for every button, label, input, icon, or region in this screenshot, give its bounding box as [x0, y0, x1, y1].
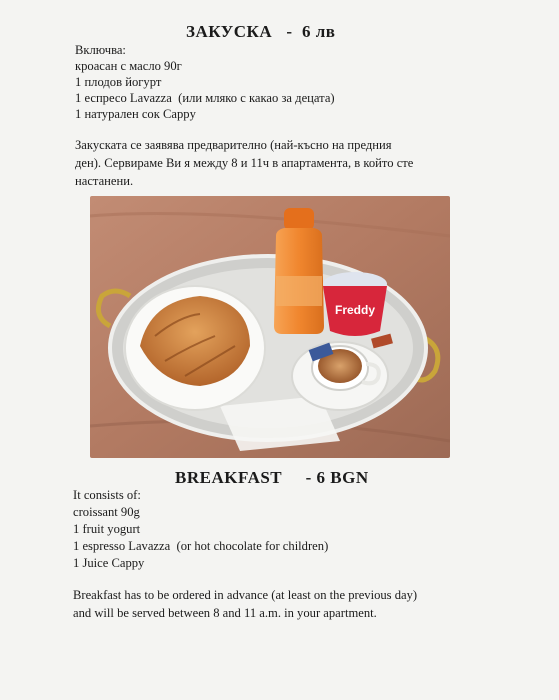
bg-item: 1 еспресо Lavazza (или мляко с какао за децата)	[75, 91, 335, 105]
en-title: BREAKFAST - 6 BGN	[175, 468, 369, 487]
en-item: 1 Juice Cappy	[73, 556, 145, 570]
en-note-line: Breakfast has to be ordered in advance (at least on the previous day)	[73, 588, 418, 602]
bg-item: 1 плодов йогурт	[75, 75, 162, 89]
bg-title: ЗАКУСКА - 6 лв	[186, 22, 336, 41]
bg-note-line: Закуската се заявява предварително (най-късно на предния	[75, 138, 392, 152]
en-includes-label: It consists of:	[73, 488, 141, 502]
bg-note-line: ден). Сервираме Ви я между 8 и 11ч в апартамента, в който сте	[75, 156, 414, 170]
en-item: croissant 90g	[73, 505, 140, 519]
en-item: 1 fruit yogurt	[73, 522, 141, 536]
yogurt-cup	[323, 272, 387, 336]
bg-item: кроасан с масло 90г	[75, 59, 182, 73]
bg-item: 1 натурален сок Cappy	[75, 107, 196, 121]
yogurt-brand-label: Freddy	[334, 303, 376, 317]
bg-includes-label: Включва:	[75, 43, 126, 57]
bg-note-line: настанени.	[75, 174, 134, 188]
en-item: 1 espresso Lavazza (or hot chocolate for children)	[73, 539, 329, 553]
breakfast-photo	[90, 196, 450, 458]
en-note-line: and will be served between 8 and 11 a.m. in your apartment.	[73, 606, 377, 620]
